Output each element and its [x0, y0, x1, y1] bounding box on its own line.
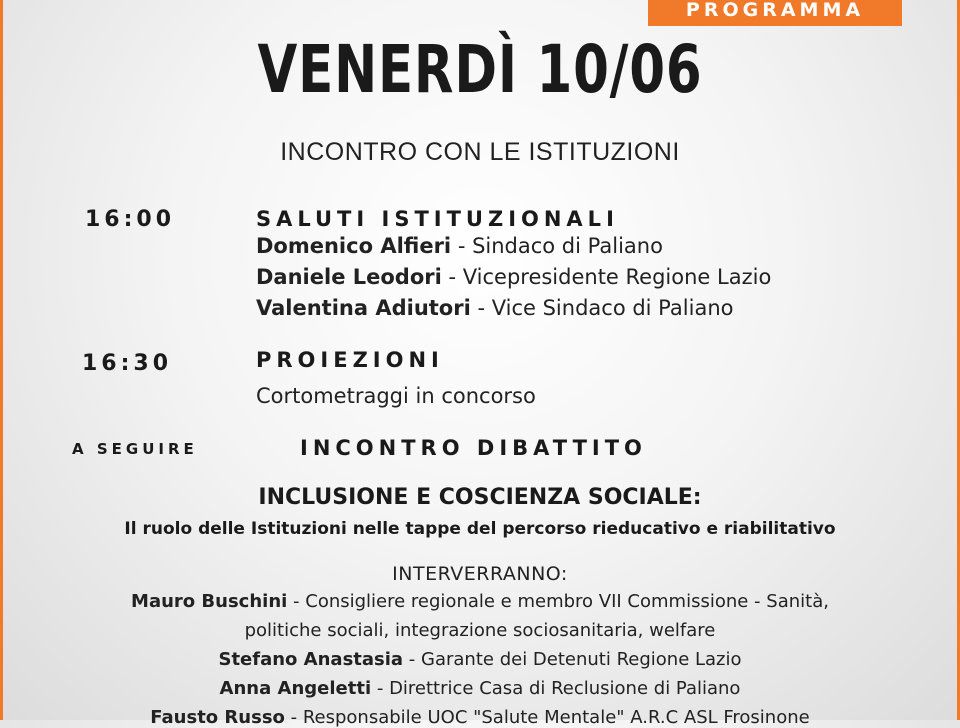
speaker-role: - Responsabile UOC "Salute Mentale" A.R.C ASL Frosinone [284, 707, 810, 728]
speaker-name: Domenico Alfieri [256, 234, 452, 258]
speaker-name: Valentina Adiutori [256, 296, 471, 320]
a-seguire-label: A SEGUIRE [72, 440, 198, 458]
speaker-role: - Garante dei Detenuti Regione Lazio [403, 649, 742, 670]
list-item [0, 620, 960, 641]
slot-time-1600: 16:00 [85, 207, 176, 232]
slot-time-1630: 16:30 [82, 351, 173, 376]
page-title: VENERDÌ 10/06 [257, 31, 703, 108]
speaker-role: - Direttrice Casa di Reclusione di Paliano [371, 678, 741, 699]
list-item [0, 591, 960, 612]
list-item [0, 707, 960, 728]
topic-title: INCLUSIONE E COSCIENZA SOCIALE: [258, 485, 702, 510]
speaker-name: Daniele Leodori [256, 265, 442, 289]
speaker-name: Mauro Buschini [131, 591, 288, 612]
speaker-role: - Vicepresidente Regione Lazio [441, 265, 772, 289]
list-item [0, 649, 960, 670]
section-heading-saluti: SALUTI ISTITUZIONALI [256, 207, 619, 231]
page-subtitle: INCONTRO CON LE ISTITUZIONI [280, 138, 680, 166]
programma-badge: PROGRAMMA [648, 0, 902, 26]
section-heading-dibattito: INCONTRO DIBATTITO [300, 436, 647, 460]
speaker-role: - Sindaco di Paliano [451, 234, 663, 258]
frame-border-left [0, 0, 3, 720]
speaker-role: - Consigliere regionale e membro VII Commissione - Sanità, [287, 591, 829, 612]
list-item [256, 265, 771, 289]
speaker-role: politiche sociali, integrazione sociosanitaria, welfare [244, 620, 716, 641]
topic-subtitle: Il ruolo delle Istituzioni nelle tappe del percorso rieducativo e riabilitativo [124, 519, 836, 539]
section-heading-proiezioni: PROIEZIONI [256, 348, 444, 372]
speakers-label: INTERVERRANNO: [392, 563, 568, 585]
proiezioni-description: Cortometraggi in concorso [256, 384, 536, 408]
speaker-role: - Vice Sindaco di Paliano [470, 296, 734, 320]
speaker-name: Anna Angeletti [219, 678, 372, 699]
speaker-name: Stefano Anastasia [218, 649, 404, 670]
list-item [256, 296, 733, 320]
list-item [0, 678, 960, 699]
speaker-name: Fausto Russo [150, 707, 285, 728]
list-item [256, 234, 663, 258]
